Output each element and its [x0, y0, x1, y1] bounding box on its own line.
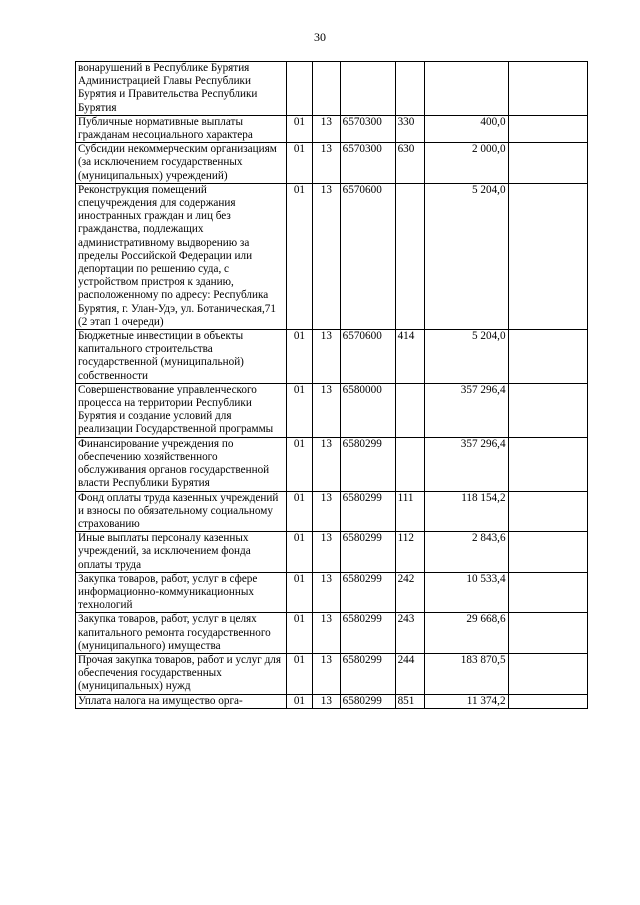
- subsection-code-cell: 13: [313, 653, 340, 694]
- target-article-cell: 6580299: [340, 572, 395, 613]
- expense-type-cell: [395, 383, 425, 437]
- expense-type-cell: [395, 183, 425, 329]
- section-code-cell: 01: [286, 613, 312, 654]
- empty-cell: [508, 62, 587, 116]
- subsection-code-cell: 13: [313, 383, 340, 437]
- target-article-cell: [340, 62, 395, 116]
- row-name-cell: Финансирование учреждения по обеспечению хозяйственного обслуживания органов государственной власти Республики Бурятия: [76, 437, 287, 491]
- row-name-cell: Фонд оплаты труда казенных учреждений и взносы по обязательному социальному страхованию: [76, 491, 287, 532]
- table-row: [76, 437, 588, 491]
- subsection-code-cell: 13: [313, 437, 340, 491]
- table-row: [76, 613, 588, 654]
- subsection-code-cell: 13: [313, 491, 340, 532]
- table-row: [76, 653, 588, 694]
- empty-cell: [508, 115, 587, 142]
- target-article-cell: 6580299: [340, 437, 395, 491]
- subsection-code-cell: 13: [313, 115, 340, 142]
- expense-type-cell: 630: [395, 143, 425, 184]
- expense-type-cell: 112: [395, 532, 425, 573]
- expense-type-cell: [395, 62, 425, 116]
- empty-cell: [508, 330, 587, 384]
- section-code-cell: 01: [286, 115, 312, 142]
- amount-cell: 357 296,4: [425, 437, 508, 491]
- expense-type-cell: 111: [395, 491, 425, 532]
- subsection-code-cell: 13: [313, 330, 340, 384]
- table-body: [76, 62, 588, 709]
- empty-cell: [508, 613, 587, 654]
- table-row: [76, 62, 588, 116]
- target-article-cell: 6580299: [340, 653, 395, 694]
- empty-cell: [508, 694, 587, 708]
- table-row: [76, 491, 588, 532]
- section-code-cell: [286, 62, 312, 116]
- section-code-cell: 01: [286, 383, 312, 437]
- section-code-cell: 01: [286, 143, 312, 184]
- subsection-code-cell: 13: [313, 613, 340, 654]
- amount-cell: 2 000,0: [425, 143, 508, 184]
- amount-cell: 118 154,2: [425, 491, 508, 532]
- row-name-cell: Уплата налога на имущество орга-: [76, 694, 287, 708]
- subsection-code-cell: 13: [313, 183, 340, 329]
- row-name-cell: Закупка товаров, работ, услуг в сфере информационно-коммуникационных технологий: [76, 572, 287, 613]
- amount-cell: 29 668,6: [425, 613, 508, 654]
- amount-cell: [425, 62, 508, 116]
- empty-cell: [508, 653, 587, 694]
- table-row: [76, 383, 588, 437]
- target-article-cell: 6580000: [340, 383, 395, 437]
- subsection-code-cell: [313, 62, 340, 116]
- target-article-cell: 6570300: [340, 143, 395, 184]
- empty-cell: [508, 437, 587, 491]
- expense-type-cell: 414: [395, 330, 425, 384]
- amount-cell: 11 374,2: [425, 694, 508, 708]
- empty-cell: [508, 532, 587, 573]
- section-code-cell: 01: [286, 532, 312, 573]
- expense-type-cell: 851: [395, 694, 425, 708]
- subsection-code-cell: 13: [313, 143, 340, 184]
- amount-cell: 5 204,0: [425, 330, 508, 384]
- target-article-cell: 6580299: [340, 491, 395, 532]
- section-code-cell: 01: [286, 572, 312, 613]
- row-name-cell: Публичные нормативные выплаты гражданам несоциального характера: [76, 115, 287, 142]
- target-article-cell: 6580299: [340, 694, 395, 708]
- table-row: [76, 532, 588, 573]
- expense-type-cell: 244: [395, 653, 425, 694]
- target-article-cell: 6570600: [340, 330, 395, 384]
- section-code-cell: 01: [286, 491, 312, 532]
- target-article-cell: 6580299: [340, 613, 395, 654]
- row-name-cell: Совершенствование управленческого процесса на территории Республики Бурятия и создание условий для реализации Государственной программы: [76, 383, 287, 437]
- section-code-cell: 01: [286, 653, 312, 694]
- target-article-cell: 6570600: [340, 183, 395, 329]
- table-row: [76, 694, 588, 708]
- expense-type-cell: 330: [395, 115, 425, 142]
- amount-cell: 357 296,4: [425, 383, 508, 437]
- page-number: 30: [314, 30, 326, 44]
- row-name-cell: Закупка товаров, работ, услуг в целях капитального ремонта государственного (муниципального) имущества: [76, 613, 287, 654]
- table-row: [76, 143, 588, 184]
- row-name-cell: Реконструкция помещений спецучреждения для содержания иностранных граждан и лиц без гражданства, подлежащих административному выдворению за пределы Российской Федерации или депортации по решению суда, с устройством пристроя к зданию, расположенному по адресу: Республика Бурятия, г. Улан-Удэ, ул. Ботаническая,71 (2 этап 1 очереди): [76, 183, 287, 329]
- subsection-code-cell: 13: [313, 572, 340, 613]
- table-row: [76, 115, 588, 142]
- target-article-cell: 6580299: [340, 532, 395, 573]
- amount-cell: 183 870,5: [425, 653, 508, 694]
- section-code-cell: 01: [286, 183, 312, 329]
- subsection-code-cell: 13: [313, 694, 340, 708]
- section-code-cell: 01: [286, 330, 312, 384]
- amount-cell: 10 533,4: [425, 572, 508, 613]
- expense-type-cell: [395, 437, 425, 491]
- expense-type-cell: 242: [395, 572, 425, 613]
- table-row: [76, 572, 588, 613]
- empty-cell: [508, 143, 587, 184]
- empty-cell: [508, 491, 587, 532]
- row-name-cell: вонарушений в Республике Бурятия Администрацией Главы Республики Бурятия и Правительства Республики Бурятия: [76, 62, 287, 116]
- empty-cell: [508, 383, 587, 437]
- section-code-cell: 01: [286, 437, 312, 491]
- amount-cell: 2 843,6: [425, 532, 508, 573]
- subsection-code-cell: 13: [313, 532, 340, 573]
- row-name-cell: Иные выплаты персоналу казенных учреждений, за исключением фонда оплаты труда: [76, 532, 287, 573]
- table-row: [76, 183, 588, 329]
- row-name-cell: Прочая закупка товаров, работ и услуг для обеспечения государственных (муниципальных) нужд: [76, 653, 287, 694]
- target-article-cell: 6570300: [340, 115, 395, 142]
- row-name-cell: Субсидии некоммерческим организациям (за исключением государственных (муниципальных) учреждений): [76, 143, 287, 184]
- amount-cell: 5 204,0: [425, 183, 508, 329]
- amount-cell: 400,0: [425, 115, 508, 142]
- budget-table: [75, 61, 588, 709]
- empty-cell: [508, 572, 587, 613]
- row-name-cell: Бюджетные инвестиции в объекты капитального строительства государственной (муниципальной) собственности: [76, 330, 287, 384]
- section-code-cell: 01: [286, 694, 312, 708]
- empty-cell: [508, 183, 587, 329]
- table-row: [76, 330, 588, 384]
- expense-type-cell: 243: [395, 613, 425, 654]
